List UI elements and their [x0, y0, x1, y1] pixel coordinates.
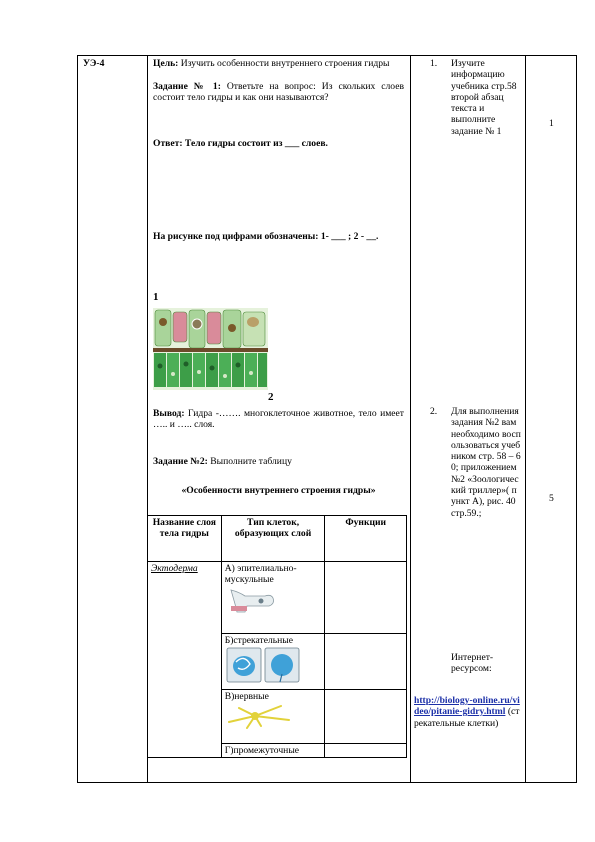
column-divider: [410, 55, 411, 783]
instruction-2: Для выполнения задания №2 вам необходимо воспользоваться учебником стр. 58 – 60; приложением №2 «Зоологический триллер»( пункт А), рис. 40 стр.59.;: [451, 406, 521, 519]
function-cell: [325, 634, 407, 690]
function-cell: [325, 743, 407, 757]
cell-type-row: [221, 562, 325, 634]
cell-type-label: В)нервные: [224, 690, 269, 702]
link-note: (стрекательные клетки): [414, 706, 520, 729]
table-header-layer: Название слоя тела гидры: [148, 516, 222, 562]
cell-type-row: [221, 634, 325, 690]
internet-link-block: [414, 695, 522, 729]
function-cell: [325, 689, 407, 743]
instruction-number-1: 1.: [430, 58, 438, 69]
resource-link[interactable]: http://biology-online.ru/video/pitanie-gidry.html: [414, 695, 520, 718]
figure-label-1: 1: [153, 291, 159, 303]
cell-type-row: [221, 689, 325, 743]
table-title: «Особенности внутреннего строения гидры»: [181, 485, 376, 496]
layer-name-ectoderm: Эктодерма: [148, 562, 222, 758]
hydra-wall-illustration: [153, 308, 268, 390]
row-code: УЭ-4: [83, 58, 105, 69]
task-2: Задание №2: Выполните таблицу: [153, 456, 292, 467]
table-header-cell-type: Тип клеток, образующих слой: [221, 516, 325, 562]
epithelial-muscle-cell-icon: [225, 586, 279, 616]
figure-caption: На рисунке под цифрами обозначены: 1- ___ ; 2 - __.: [153, 231, 379, 242]
cell-type-label: Г)промежуточные: [221, 743, 325, 757]
internet-resource-label: Интернет-ресурсом:: [451, 652, 494, 675]
answer-line: Ответ: Тело гидры состоит из ___ слоев.: [153, 138, 328, 149]
nerve-cell-icon: [225, 702, 295, 730]
endoderm-layer: [154, 353, 267, 387]
hydra-layers-table: [147, 515, 407, 758]
figure-label-2: 2: [268, 391, 274, 403]
instruction-1: Изучите информацию учебника стр.58 второй абзац текста и выполните задание № 1: [451, 58, 517, 137]
function-cell: [325, 562, 407, 634]
instruction-number-2: 2.: [430, 406, 438, 417]
cell-type-label: Б)стрекательные: [224, 635, 294, 646]
cnidocyte-cell-icon: [225, 646, 305, 684]
cell-type-label: А) эпителиально-мускульные: [224, 563, 297, 586]
conclusion: Вывод: Гидра -……. многоклеточное животное, тело имеет ….. и ….. слоя.: [153, 408, 404, 431]
points-task-2: 5: [549, 493, 554, 504]
goal: Цель: Изучить особенности внутреннего строения гидры: [153, 58, 390, 69]
column-divider: [525, 55, 526, 783]
table-header-function: Функции: [325, 516, 407, 562]
points-task-1: 1: [549, 118, 554, 129]
task-1: Задание № 1: Ответьте на вопрос: Из скольких слоев состоит тело гидры и как они называются?: [153, 81, 404, 104]
